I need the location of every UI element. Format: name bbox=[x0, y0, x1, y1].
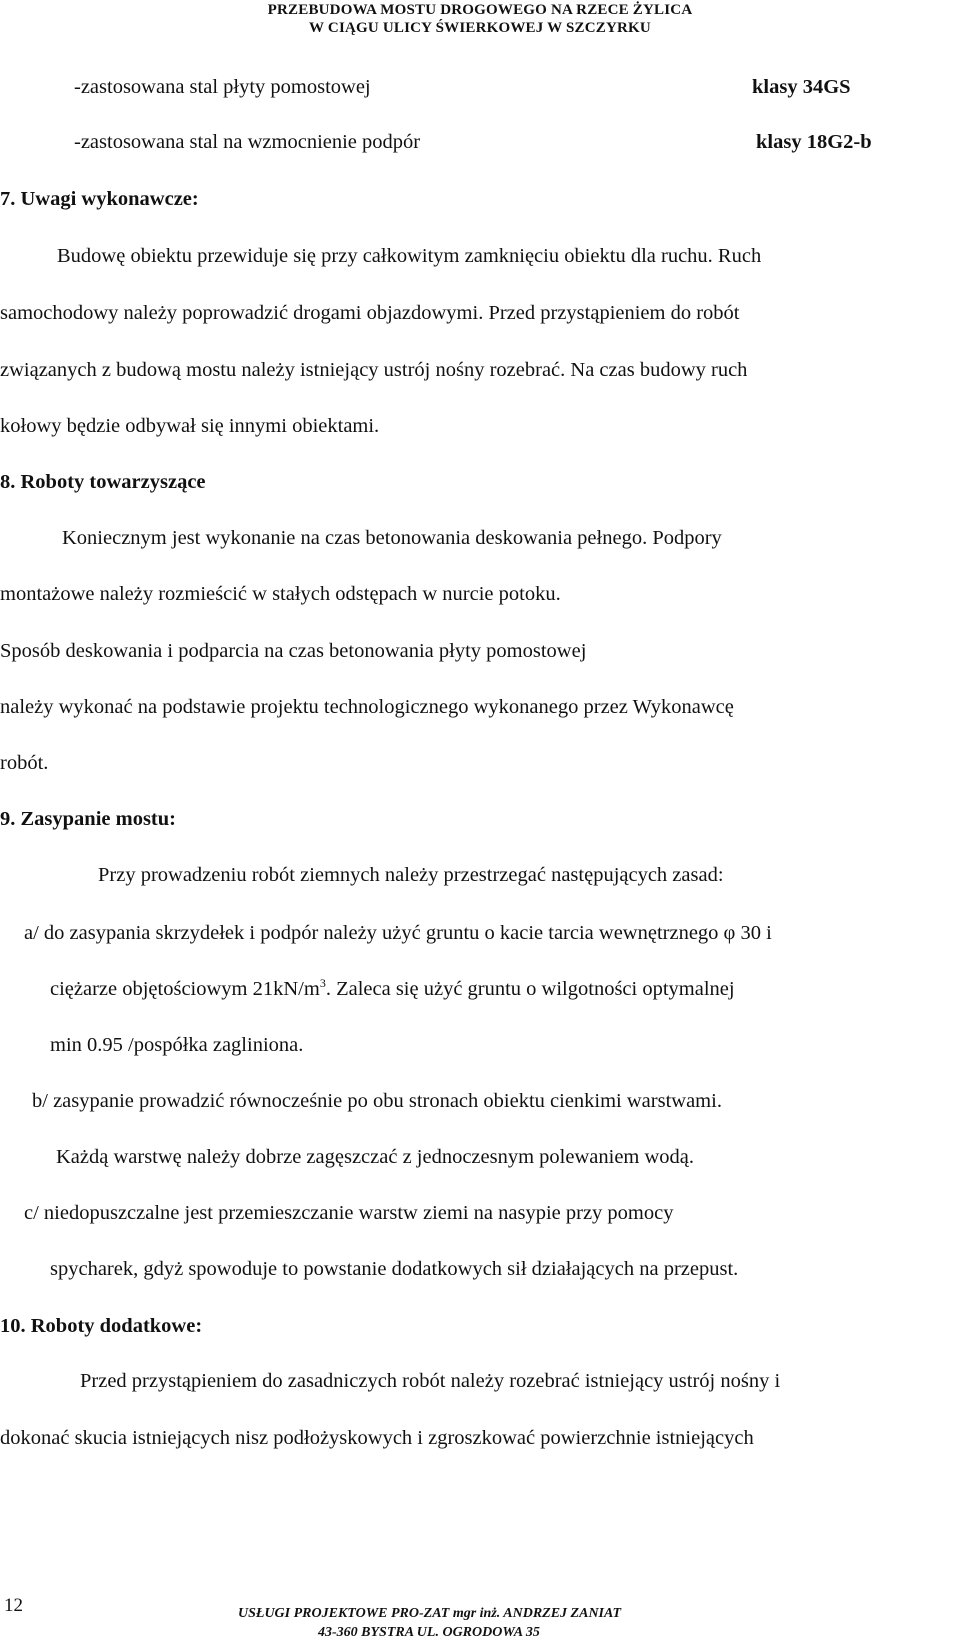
material-value: klasy 34GS bbox=[752, 76, 851, 98]
header-title-line1: PRZEBUDOWA MOSTU DROGOWEGO NA RZECE ŻYLICA bbox=[267, 2, 693, 18]
material-value: klasy 18G2-b bbox=[756, 131, 872, 153]
section-9-item-a-text: ciężarze objętościowym 21kN/m bbox=[50, 978, 320, 1000]
section-9-item-c: c/ niedopuszczalne jest przemieszczanie warstw ziemi na nasypie przy pomocy bbox=[24, 1202, 674, 1224]
section-7-heading: 7. Uwagi wykonawcze: bbox=[0, 188, 199, 210]
section-7-line: związanych z budową mostu należy istniejący ustrój nośny rozebrać. Na czas budowy ruch bbox=[0, 359, 748, 381]
section-8-heading: 8. Roboty towarzyszące bbox=[0, 471, 206, 493]
footer-address: 43-360 BYSTRA UL. OGRODOWA 35 bbox=[318, 1625, 540, 1640]
section-8-line: Koniecznym jest wykonanie na czas betonowania deskowania pełnego. Podpory bbox=[62, 527, 722, 549]
section-8-line: Sposób deskowania i podparcia na czas betonowania płyty pomostowej bbox=[0, 640, 587, 662]
section-8-line: należy wykonać na podstawie projektu technologicznego wykonanego przez Wykonawcę bbox=[0, 696, 734, 718]
section-10-line: dokonać skucia istniejących nisz podłożyskowych i zgroszkować powierzchnie istniejących bbox=[0, 1427, 754, 1449]
section-9-item-c-cont: spycharek, gdyż spowoduje to powstanie dodatkowych sił działających na przepust. bbox=[50, 1258, 739, 1280]
header-title-line2: W CIĄGU ULICY ŚWIERKOWEJ W SZCZYRKU bbox=[309, 20, 651, 36]
section-8-line: robót. bbox=[0, 752, 49, 774]
section-9-item-a-text: . Zaleca się użyć gruntu o wilgotności optymalnej bbox=[325, 978, 735, 1000]
section-10-line: Przed przystąpieniem do zasadniczych robót należy rozebrać istniejący ustrój nośny i bbox=[80, 1370, 781, 1392]
section-9-item-a-cont: min 0.95 /pospółka zagliniona. bbox=[50, 1034, 304, 1056]
section-10-heading: 10. Roboty dodatkowe: bbox=[0, 1315, 203, 1337]
section-9-item-a: a/ do zasypania skrzydełek i podpór należy użyć gruntu o kacie tarcia wewnętrznego φ 30 i bbox=[24, 922, 772, 944]
section-7-line: kołowy będzie odbywał się innymi obiektami. bbox=[0, 415, 380, 437]
section-9-item-b-cont: Każdą warstwę należy dobrze zagęszczać z jednoczesnym polewaniem wodą. bbox=[56, 1146, 695, 1168]
material-label: -zastosowana stal na wzmocnienie podpór bbox=[74, 131, 421, 153]
material-label: -zastosowana stal płyty pomostowej bbox=[74, 76, 371, 98]
footer-company: USŁUGI PROJEKTOWE PRO-ZAT mgr inż. ANDRZEJ ZANIAT bbox=[238, 1606, 622, 1621]
page-number: 12 bbox=[4, 1595, 23, 1616]
section-7-line: samochodowy należy poprowadzić drogami objazdowymi. Przed przystąpieniem do robót bbox=[0, 302, 740, 324]
section-9-heading: 9. Zasypanie mostu: bbox=[0, 808, 176, 830]
section-7-line: Budowę obiektu przewiduje się przy całkowitym zamknięciu obiektu dla ruchu. Ruch bbox=[57, 245, 762, 267]
section-9-item-a-cont bbox=[50, 978, 735, 1001]
section-9-intro: Przy prowadzeniu robót ziemnych należy przestrzegać następujących zasad: bbox=[98, 864, 724, 886]
section-9-item-b: b/ zasypanie prowadzić równocześnie po obu stronach obiektu cienkimi warstwami. bbox=[32, 1090, 722, 1112]
superscript-exponent: 3 bbox=[319, 976, 326, 991]
section-8-line: montażowe należy rozmieścić w stałych odstępach w nurcie potoku. bbox=[0, 583, 561, 605]
